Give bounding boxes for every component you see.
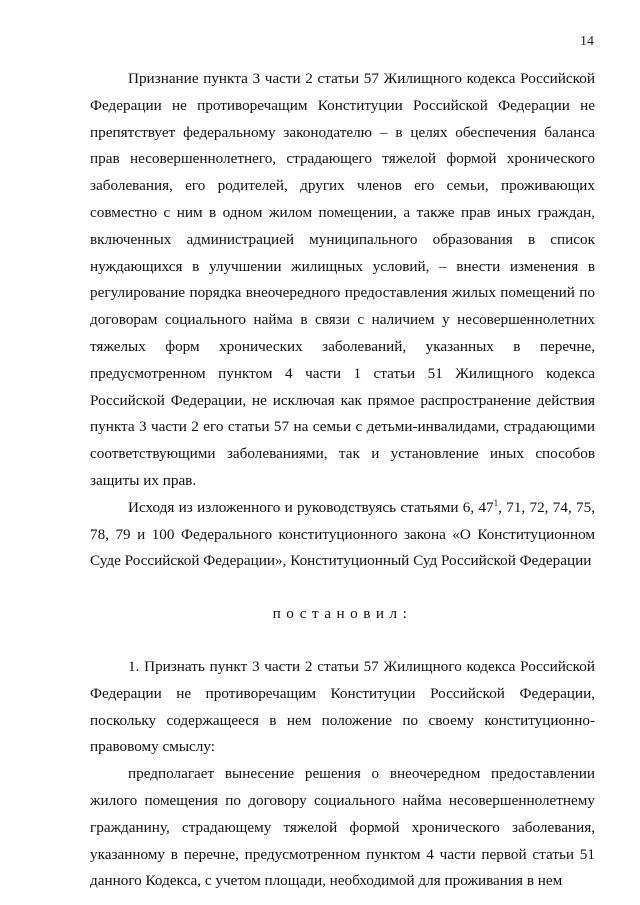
paragraph-grounds	[90, 495, 595, 575]
paragraph-item-1: 1. Признать пункт 3 части 2 статьи 57 Жилищного кодекса Российской Федерации не противоречащим Конституции Российской Федерации, поскольку содержащееся в нем положение по своему конституционно-правовому смыслу:	[90, 657, 595, 756]
resolution-heading: постановил:	[272, 605, 413, 623]
paragraph-item-1-detail: предполагает вынесение решения о внеочередном предоставлении жилого помещения по договору социального найма несовершеннолетнему гражданину, страдающему тяжелой формой хронического заболевания, указанному в перечне, предусмотренном пунктом 4 части первой статьи 51 данного Кодекса, с учетом площади, необходимой для проживания в нем	[90, 765, 595, 890]
page-number: 14	[580, 34, 594, 49]
paragraph-ruling-clarification: Признание пункта 3 части 2 статьи 57 Жилищного кодекса Российской Федерации не противоречащим Конституции Российской Федерации не препятствует федеральному законодателю – в целях обеспечения баланса прав несовершеннолетнего, страдающего тяжелой формой хронического заболевания, его родителей, других членов его семьи, проживающих совместно с ним в одном жилом помещении, а также прав иных граждан, включенных администрацией муниципального образования в список нуждающихся в улучшении жилищных условий, – внести изменения в регулирование порядка внеочередного предоставления жилых помещений по договорам социального найма в связи с наличием у несовершеннолетних тяжелых форм хронических заболеваний, указанных в перечне, предусмотренном пунктом 4 части 1 статьи 51 Жилищного кодекса Российской Федерации, не исключая как прямое распространение действия пункта 3 части 2 его статьи 57 на семьи с детьми-инвалидами, страдающими соответствующими заболеваниями, так и установление иных способов защиты их прав.	[90, 70, 595, 489]
grounds-text-start: Исходя из изложенного и руководствуясь статьями 6, 47	[128, 498, 494, 516]
document-body	[90, 66, 595, 895]
grounds-text-end: , 71, 72, 74, 75, 78, 79 и 100 Федерального конституционного закона «О Конституционном Суде Российской Федерации», Конституционный Суд Российской Федерации	[90, 498, 595, 570]
superscript-article-index: 1	[493, 497, 499, 508]
